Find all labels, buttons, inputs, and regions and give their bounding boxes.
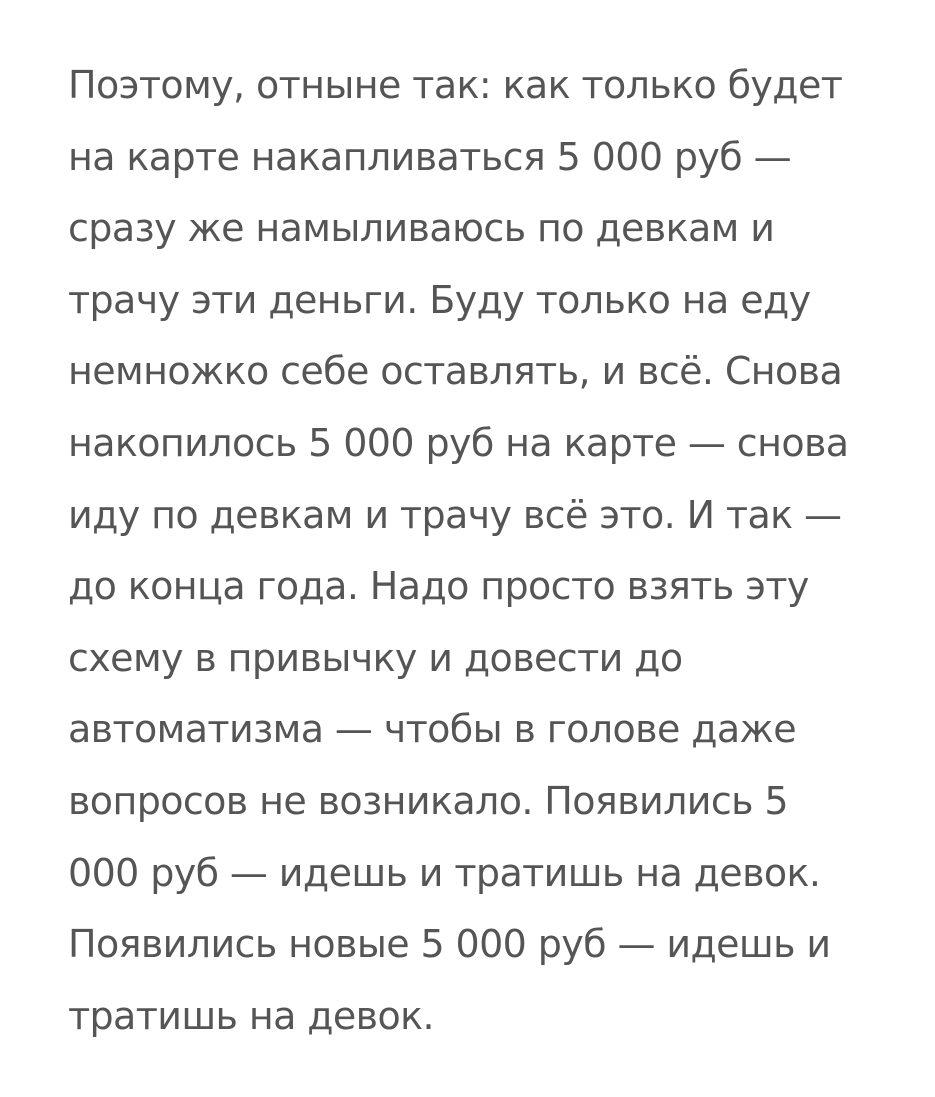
paragraph-line: трачу эти деньги. Буду только на еду — [68, 277, 811, 322]
article-body — [68, 50, 908, 1052]
paragraph-line: вопросов не возникало. Появились 5 — [68, 778, 789, 823]
paragraph-line: автоматизма — чтобы в голове даже — [68, 707, 796, 752]
paragraph-line: Поэтому, отныне так: как только будет — [68, 63, 843, 107]
paragraph-line: тратишь на девок. — [68, 993, 434, 1038]
paragraph-line: 000 руб — идешь и тратишь на девок. — [68, 850, 821, 895]
paragraph-line: накопилось 5 000 руб на карте — снова — [68, 420, 849, 465]
paragraph-line: сразу же намыливаюсь по девкам и — [68, 206, 775, 251]
paragraph-line: до конца года. Надо просто взять эту — [68, 564, 809, 609]
paragraph-line: иду по девкам и трачу всё это. И так — — [68, 492, 842, 537]
paragraph-line: схему в привычку и довести до — [68, 635, 683, 680]
paragraph-line: Появились новые 5 000 руб — идешь и — [68, 922, 831, 967]
paragraph-line: немножко себе оставлять, и всё. Снова — [68, 349, 843, 394]
paragraph-line: на карте накапливаться 5 000 руб — — [68, 134, 791, 179]
